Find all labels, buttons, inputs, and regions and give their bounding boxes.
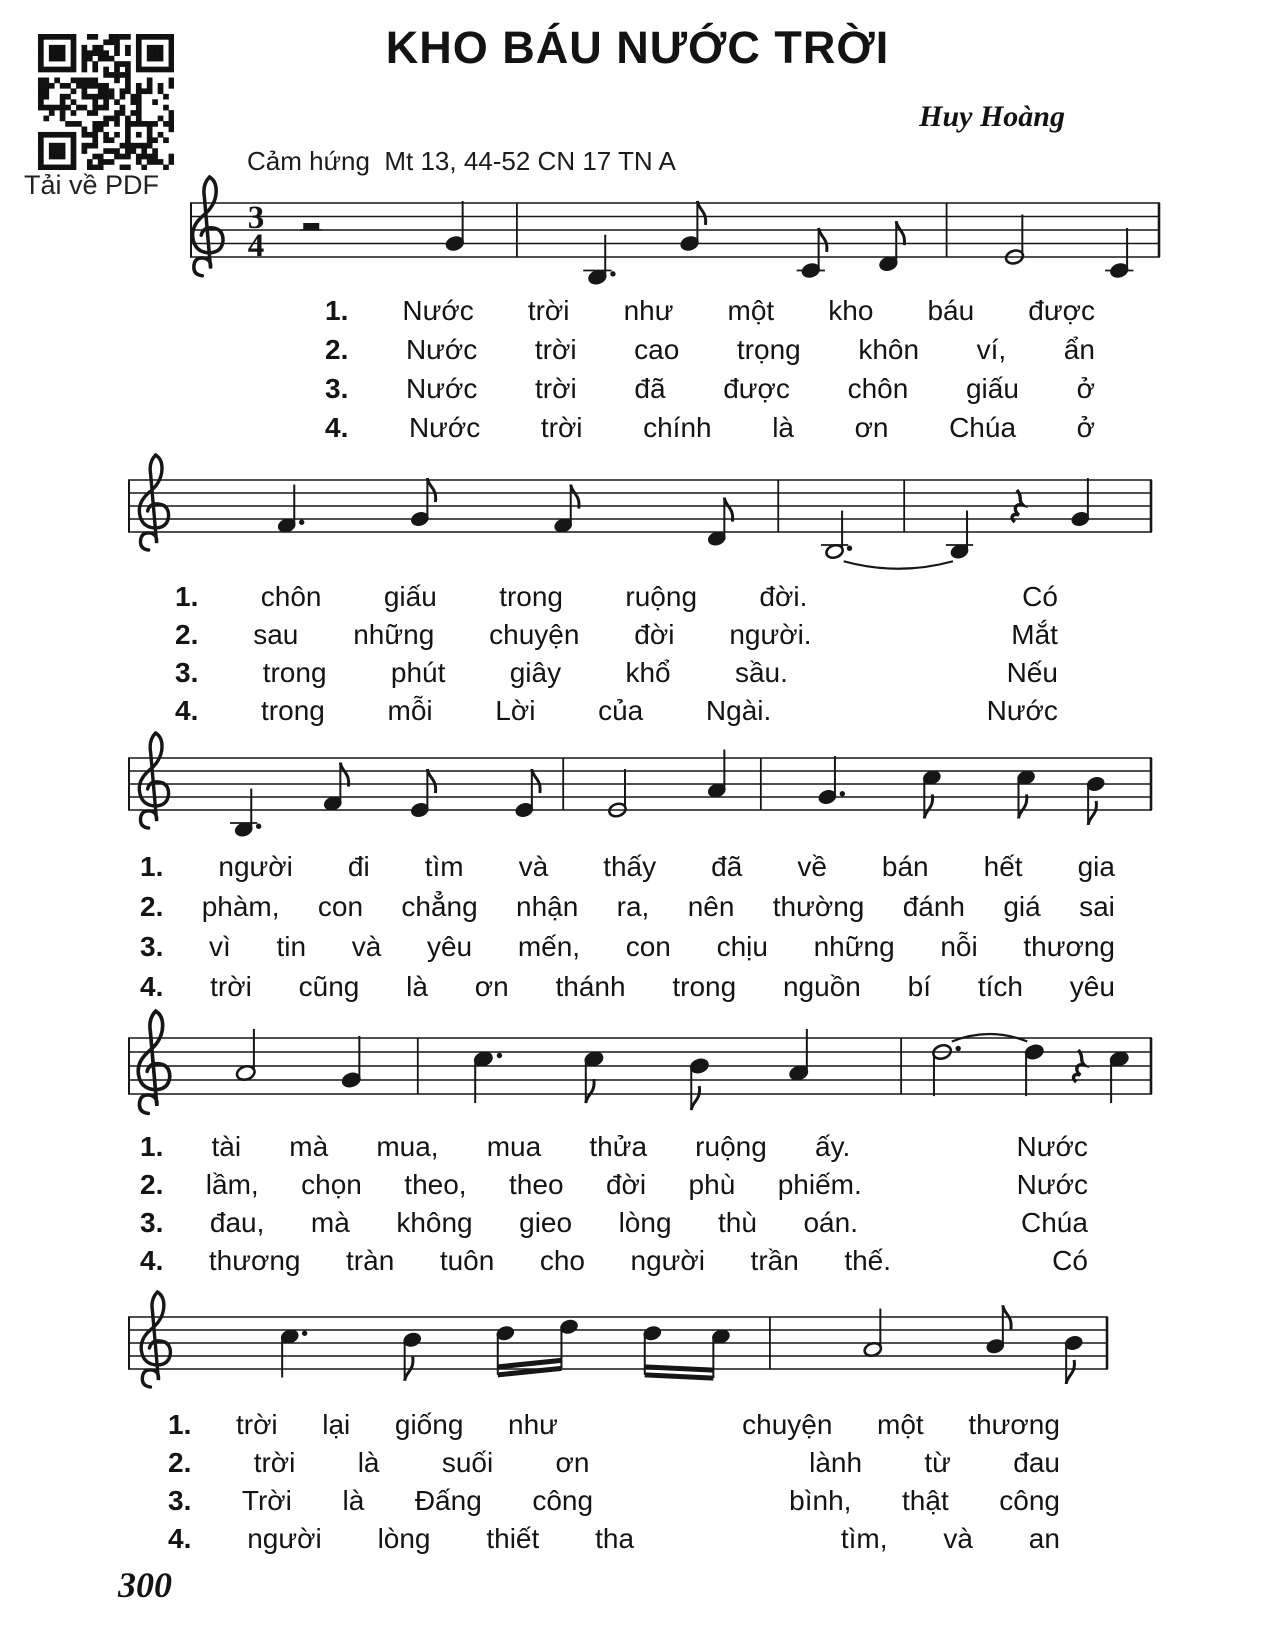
lyric-word: cho [539,1245,585,1276]
lyric-word: mua, [376,1131,439,1162]
lyric-line [140,852,1115,892]
lyric-word: sai [1079,891,1115,922]
verse-number: 2. [140,1169,164,1200]
lyric-word: ẩn [1063,334,1095,365]
lyric-word: tìm [424,851,464,882]
lyric-word: ruộng [695,1131,767,1162]
lyrics-block-4 [140,1132,1088,1284]
lyric-word: trời [235,1409,278,1440]
lyric-word: khổ [625,657,671,688]
lyric-line [175,658,1058,696]
lyric-word: và [518,851,549,882]
lyric-line [175,696,1058,734]
lyric-word: trời [540,412,583,443]
lyric-word: ơn [555,1447,590,1478]
lyric-word: Nước [1016,1131,1088,1162]
lyric-word: Có [1052,1245,1088,1276]
lyric-line [140,1170,1088,1208]
lyric-word: ruộng [625,581,698,612]
lyric-word: đi [347,851,370,882]
lyric-word: Nước [408,412,481,443]
verse-number: 2. [175,619,199,650]
note [821,511,852,560]
lyric-word: con [625,931,671,962]
download-pdf-label[interactable]: Tải về PDF [24,170,160,200]
note [1024,1043,1045,1096]
lyric-word: trần [750,1245,799,1276]
lyric-word: tài [211,1131,242,1162]
lyric-word: và [351,931,382,962]
lyric-word: con [317,891,364,922]
note [608,769,628,818]
note [553,485,579,534]
treble-clef-icon [138,1011,170,1113]
beamed-sixteenth-notes [643,1325,731,1378]
lyric-word: bán [881,851,929,882]
note [1071,478,1091,527]
lyric-word: tin [276,931,307,962]
lyric-word: từ [924,1447,951,1478]
lyric-word: báu [927,295,975,326]
note [280,1328,307,1377]
lyric-word: người [218,851,293,882]
verse-number: 3. [168,1485,192,1516]
lyric-word: ví, [976,334,1007,365]
note [788,1029,809,1082]
lyric-word: thửa [589,1131,648,1162]
lyric-word: vì [209,931,231,962]
lyric-word: tràn [346,1245,395,1276]
lyric-word: giá [1003,891,1041,922]
verse-number: 4. [168,1523,192,1554]
note [323,763,349,812]
note [922,769,942,818]
note [473,1050,502,1103]
note [277,485,304,534]
lyric-word: chọn [301,1169,362,1200]
lyric-word: thường [772,891,865,922]
lyric-word: phút [390,657,446,688]
lyric-word: thế. [844,1245,892,1276]
lyric-word: yêu [1069,971,1115,1002]
note [1016,769,1036,818]
lyric-line [325,335,1095,374]
lyric-word: chôn [847,373,909,404]
lyric-word: giấu [965,373,1019,404]
composer-name: Huy Hoàng [919,100,1065,133]
lyric-word: khôn [858,334,920,365]
verse-number: 3. [175,657,199,688]
lyric-word: tuôn [439,1245,495,1276]
lyric-line [325,374,1095,413]
lyric-word: chính [643,412,712,443]
lyric-word: lành [809,1447,863,1478]
lyric-word: Nước [402,295,474,326]
lyric-word: lòng [377,1523,431,1554]
lyric-word: nên [687,891,735,922]
lyric-line [140,1246,1088,1284]
lyric-word: phàm, [201,891,280,922]
lyric-word: trời [535,373,577,404]
lyric-word: Nếu [1006,657,1058,688]
lyric-word: ở [1076,412,1095,443]
note [878,221,904,272]
lyric-word: chịu [716,931,768,962]
note [1064,1335,1084,1384]
note [583,1050,604,1103]
lyric-word: trong [262,657,327,688]
lyric-word: một [877,1409,924,1440]
lyric-word: bình, [789,1485,852,1516]
verse-number: 1. [140,851,164,882]
lyric-line [175,620,1058,658]
note [410,478,436,527]
lyric-word: thiết [486,1523,540,1554]
verse-number: 2. [325,334,349,365]
lyric-word: đánh [902,891,965,922]
lyrics-block-5 [168,1410,1060,1562]
lyric-line [140,892,1115,932]
lyric-word: Mắt [1011,619,1058,650]
lyric-word: ra, [616,891,650,922]
lyric-word: công [999,1485,1060,1516]
note [1086,776,1106,825]
lyric-word: Chúa [1021,1207,1088,1238]
lyric-word: người [630,1245,706,1276]
lyric-word: Nước [986,695,1058,726]
verse-number: 4. [140,1245,164,1276]
lyric-word: như [508,1409,558,1440]
lyric-word: chẳng [401,891,478,922]
lyric-line [168,1448,1060,1486]
lyric-word: Lời [495,695,536,726]
lyric-word: ấy. [814,1131,851,1162]
lyric-word: của [598,695,644,726]
lyric-word: thật [902,1485,949,1516]
lyric-word: người. [729,619,812,650]
lyric-word: đau, [209,1207,265,1238]
lyric-word: trời [210,971,252,1002]
lyric-word: nỗi [940,931,978,962]
verse-number: 2. [168,1447,192,1478]
lyric-word: đã [634,373,666,404]
lyric-word: an [1028,1523,1060,1554]
lyric-word: thánh [555,971,626,1002]
lyric-word: Chúa [949,412,1017,443]
lyric-word: là [406,971,428,1002]
lyric-word: thương [1023,931,1115,962]
lyric-word: phiếm. [777,1169,862,1200]
lyric-word: như [623,295,674,326]
note [707,750,727,799]
lyric-word: và [943,1523,973,1554]
lyric-word: nguồn [782,971,861,1002]
note [946,511,973,560]
lyric-word: tìm, [840,1523,888,1554]
lyric-word: lòng [618,1207,672,1238]
lyric-word: mến, [517,931,581,962]
song-title: KHO BÁU NƯỚC TRỜI [385,22,890,73]
lyric-word: đời [605,1169,647,1200]
lyric-word: lại [322,1409,351,1440]
inspiration-reference: Cảm hứng Mt 13, 44-52 CN 17 TN A [247,146,676,176]
lyric-word: thù [718,1207,757,1238]
lyric-word: ơn [474,971,509,1002]
time-signature: 3 [247,200,265,236]
lyric-word: không [396,1207,473,1238]
lyric-word: giống [394,1409,464,1440]
lyric-word: phù [688,1169,736,1200]
lyric-line [175,582,1058,620]
lyric-word: Đấng [414,1485,482,1516]
lyric-word: cũng [298,971,360,1002]
note [797,228,827,279]
note [410,769,436,818]
note [515,769,541,818]
lyric-word: cao [634,334,680,365]
lyric-word: đau [1013,1447,1060,1478]
verse-number: 1. [168,1409,192,1440]
note [1004,214,1024,265]
lyric-word: mỗi [387,695,433,726]
lyric-word: bí [907,971,932,1002]
lyric-word: chuyện [742,1409,833,1440]
lyrics-block-1 [325,296,1095,452]
lyric-word: nhận [516,891,579,922]
lyric-line [168,1486,1060,1524]
lyric-word: mua [486,1131,542,1162]
lyric-word: những [353,619,435,650]
lyric-line [140,972,1115,1012]
lyric-line [140,1208,1088,1246]
lyric-word: Có [1022,581,1058,612]
lyric-word: những [813,931,895,962]
note [1105,228,1133,279]
lyric-word: mà [310,1207,350,1238]
lyric-word: tích [977,971,1023,1002]
verse-number: 3. [140,1207,164,1238]
lyric-word: người [247,1523,322,1554]
verse-number: 4. [325,412,349,443]
lyric-word: trong [672,971,737,1002]
lyric-word: ở [1076,373,1095,404]
lyric-word: đã [711,851,743,882]
lyric-word: là [342,1485,365,1516]
lyric-word: trời [527,295,570,326]
lyric-word: suối [441,1447,494,1478]
lyric-word: tha [595,1523,635,1554]
lyric-word: yêu [426,931,473,962]
verse-number: 1. [175,581,199,612]
lyric-word: oán. [803,1207,858,1238]
lyric-word: công [532,1485,594,1516]
lyric-line [140,932,1115,972]
treble-clef-icon [193,177,223,276]
half-rest [300,223,322,230]
lyric-line [168,1410,1060,1448]
lyric-word: gia [1077,851,1115,882]
note [863,1309,883,1358]
verse-number: 3. [140,931,164,962]
lyric-word: kho [828,295,874,326]
lyric-word: Trời [241,1485,292,1516]
lyric-word: chuyện [489,619,580,650]
lyric-word: hết [983,851,1023,882]
page-number: 300 [118,1565,172,1605]
lyric-word: về [797,851,827,882]
note [932,1043,961,1096]
lyric-line [325,296,1095,335]
lyric-word: thương [208,1245,301,1276]
lyric-word: giây [509,657,562,688]
lyric-word: gieo [519,1207,573,1238]
note [235,1029,256,1082]
treble-clef-icon [139,733,168,828]
lyric-line [140,1132,1088,1170]
lyric-word: Nước [405,334,478,365]
lyric-word: trong [499,581,564,612]
treble-clef-icon [139,455,168,550]
lyric-word: trời [534,334,577,365]
lyric-word: ơn [854,412,889,443]
lyric-word: lầm, [205,1169,259,1200]
lyric-line [168,1524,1060,1562]
lyric-word: là [357,1447,380,1478]
lyrics-block-3 [140,852,1115,1012]
verse-number: 4. [175,695,199,726]
note [230,789,261,838]
lyric-word: theo [509,1169,564,1200]
note [341,1036,362,1089]
lyric-word: được [1028,295,1095,326]
lyric-word: theo, [404,1169,467,1200]
lyric-word: trời [253,1447,296,1478]
note [818,756,845,805]
beamed-sixteenth-notes [496,1318,579,1374]
note [689,1057,710,1110]
lyric-word: một [727,295,775,326]
lyric-word: sầu. [734,657,788,688]
verse-number: 1. [325,295,349,326]
lyric-word: Nước [406,373,478,404]
verse-number: 2. [140,891,164,922]
lyric-word: thương [968,1409,1060,1440]
lyric-word: chôn [260,581,322,612]
lyric-word: sau [253,619,299,650]
note [445,201,465,252]
lyric-word: đời. [759,581,808,612]
treble-clef-icon [141,1292,170,1387]
lyric-word: giấu [383,581,437,612]
lyric-word: Nước [1016,1169,1088,1200]
lyric-word: được [723,373,790,404]
verse-number: 3. [325,373,349,404]
lyric-word: trọng [736,334,801,365]
time-signature: 4 [247,228,265,264]
lyric-word: mà [289,1131,329,1162]
note [1109,1050,1130,1103]
note [583,235,615,286]
lyrics-block-2 [175,582,1058,734]
verse-number: 4. [140,971,164,1002]
lyric-line [325,413,1095,452]
lyric-word: đời [634,619,675,650]
note [679,201,705,252]
lyric-word: là [772,412,794,443]
note [707,498,733,547]
verse-number: 1. [140,1131,164,1162]
lyric-word: thấy [603,851,657,882]
lyric-word: trong [261,695,325,726]
tie [844,561,953,569]
lyric-word: Ngài. [705,695,772,726]
